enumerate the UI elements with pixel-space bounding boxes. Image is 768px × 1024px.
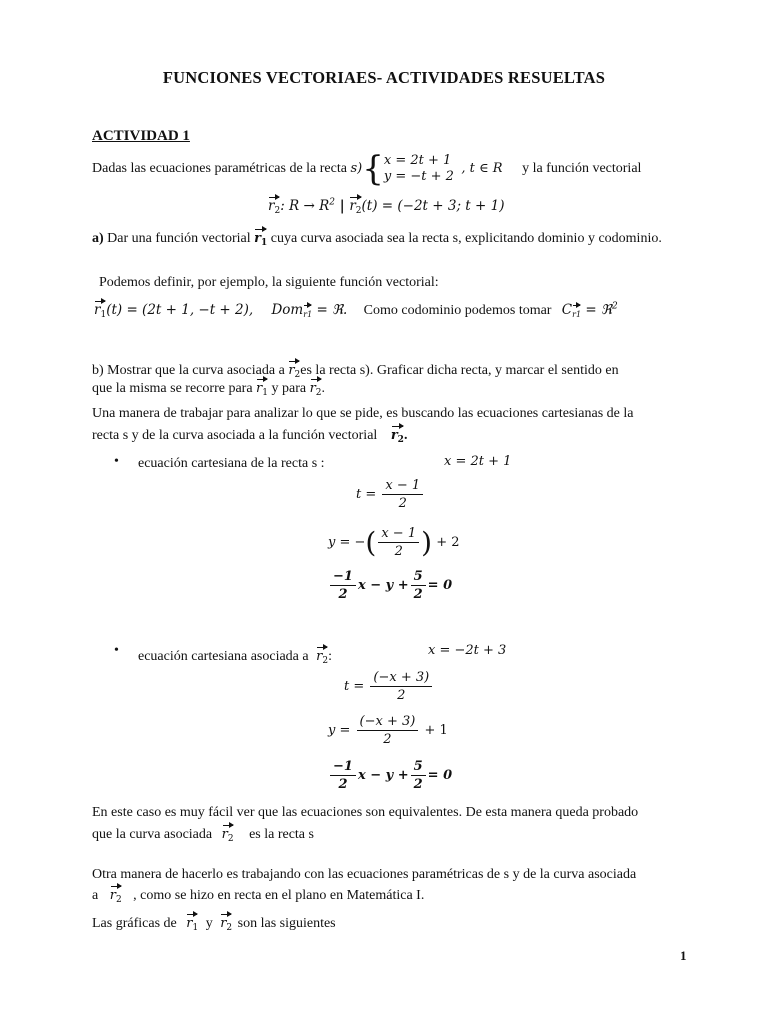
- codomain-text: Como codominio podemos tomar: [363, 303, 552, 318]
- intro-after: y la función vectorial: [522, 161, 642, 177]
- other-way-line2: a $r_2$ , como se hizo en recta en el plano en Matemática I.: [92, 883, 424, 907]
- r2-vector: $r_2$: [268, 194, 280, 218]
- bullet2-eq: x = −2t + 3: [428, 643, 507, 658]
- bullet1-y-formula: y = −( $\frac{x - 1}{2}$ ) + 2: [328, 526, 460, 559]
- bullet-dot: •: [114, 643, 119, 658]
- paragraph1-line1: Una manera de trabajar para analizar lo que se pide, es buscando las ecuaciones cartesianas de la: [92, 406, 634, 421]
- r2-value: (t) = (−2t + 3; t + 1): [361, 198, 505, 214]
- page-number: 1: [680, 948, 687, 963]
- param-domain: , t ∈ R: [461, 161, 503, 177]
- param-eq-y: y = −t + 2: [383, 169, 454, 184]
- part-b-line2: que la misma se recorre para $r_1$ y para $r_2$.: [92, 376, 325, 400]
- part-a-answer-intro: Podemos definir, por ejemplo, la siguiente función vectorial:: [99, 275, 439, 290]
- conclusion-line1: En este caso es muy fácil ver que las ecuaciones son equivalentes. De esta manera queda probado: [92, 805, 639, 820]
- bullet1-eq: x = 2t + 1: [444, 454, 512, 469]
- param-eq-x: x = 2t + 1: [383, 153, 452, 168]
- bullet2-label: ecuación cartesiana asociada a $r_2$:: [138, 644, 332, 668]
- brace-symbol: {: [362, 149, 384, 189]
- part-a-question: a) Dar una función vectorial $r_1$ cuya curva asociada sea la recta s, explicitando dominio y codominio.: [92, 226, 688, 250]
- document-title: FUNCIONES VECTORIAES- ACTIVIDADES RESUELTAS: [162, 68, 606, 87]
- bullet-dot: •: [114, 454, 119, 469]
- r1-vector: $r_1$: [254, 226, 267, 250]
- bullet1-label: ecuación cartesiana de la recta s :: [138, 456, 325, 471]
- part-a-answer-formula: $r_1(t) = (2t + 1$, −t + 2), Domr1 = ℜ. Como codominio podemos tomar Cr1 = ℜ$^2$: [94, 298, 618, 322]
- intro-text: Dadas las ecuaciones paramétricas de la recta: [92, 161, 347, 177]
- intro-line: [92, 149, 642, 189]
- graphs-line: Las gráficas de $r_1$ y $r_2$ son las siguientes: [92, 911, 336, 935]
- activity-heading: ACTIVIDAD 1: [92, 128, 190, 144]
- bullet2-t-formula: t = $\frac{(-x + 3)}{2}$: [344, 670, 434, 703]
- bullet2-y-formula: y = $\frac{(-x + 3)}{2}$ + 1: [328, 714, 448, 747]
- r2-mapping: : R → R: [280, 198, 330, 214]
- bullet2-final-formula: $\frac{-1}{2}$ x − y + $\frac{5}{2}$ = 0: [328, 759, 452, 792]
- other-way-line1: Otra manera de hacerlo es trabajando con las ecuaciones paramétricas de s y de la curva asociada: [92, 867, 637, 882]
- recta-label: s): [350, 161, 363, 177]
- part-b-line1: b) Mostrar que la curva asociada a $r_2es$ la recta s). Graficar dicha recta, y marcar el sentido en: [92, 358, 688, 382]
- bullet1-final-formula: $\frac{-1}{2}$ x − y + $\frac{5}{2}$ = 0: [328, 569, 452, 602]
- bullet1-t-formula: t = $\frac{x - 1}{2}$: [356, 478, 425, 511]
- r2-definition: $r_2$: $R \to R^2$ | $r_2(t) = (-2t + 3$; t + 1): [268, 194, 504, 218]
- conclusion-line2: que la curva asociada $r_2$ es la recta s: [92, 822, 314, 846]
- paragraph1-line2: recta s y de la curva asociada a la función vectorial $r_2$.: [92, 423, 407, 447]
